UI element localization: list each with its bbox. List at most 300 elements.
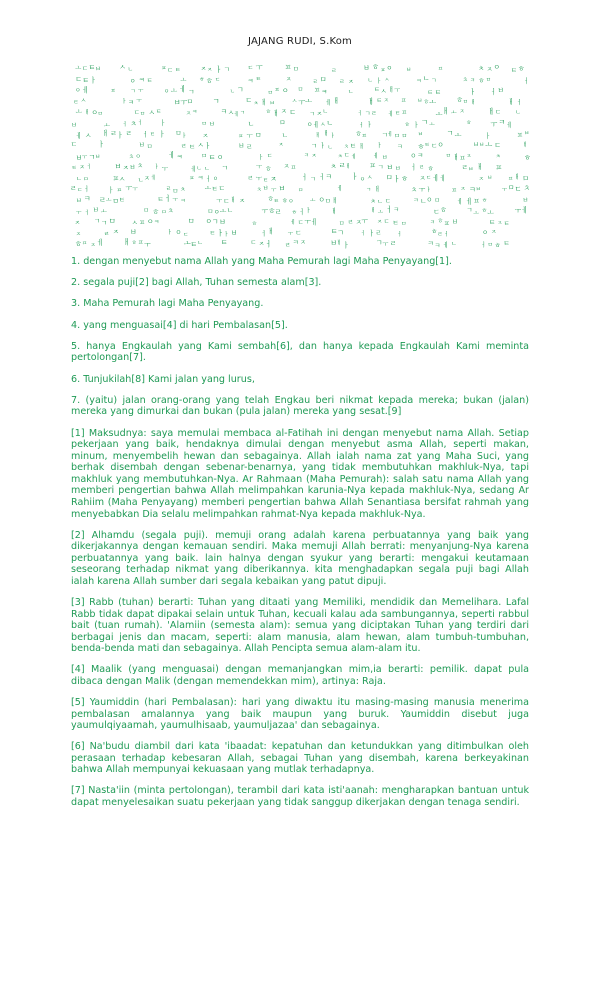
arabic-glyph-mark: ㅍ [284, 62, 292, 72]
arabic-glyph-mark: ㅓ [385, 205, 393, 215]
arabic-glyph-mark: ㅅ [366, 174, 373, 182]
arabic-glyph-mark: ㄷ [494, 107, 502, 116]
arabic-glyph-mark: ㅎ [456, 95, 464, 105]
arabic-glyph-mark: ㄷ [70, 140, 78, 149]
arabic-glyph-mark: ㄷ [167, 67, 174, 75]
arabic-glyph-mark: ㄹ [165, 186, 172, 193]
arabic-glyph-mark: ㅍ [400, 97, 407, 105]
arabic-glyph-mark: ㅅ [119, 62, 127, 72]
arabic-glyph-mark: ㅏ [116, 131, 124, 140]
arabic-glyph-mark: ㅋ [197, 173, 204, 182]
arabic-glyph-mark: ㅈ [90, 242, 96, 249]
arabic-glyph-mark: ㅓ [360, 230, 366, 237]
arabic-glyph-mark: ㄱ [211, 217, 219, 226]
arabic-glyph-mark: ㅌ [434, 88, 442, 97]
arabic-glyph-mark: ㅎ [417, 142, 425, 151]
arabic-glyph-mark: ㅐ [374, 184, 381, 193]
arabic-glyph-mark: ㅁ [175, 129, 182, 138]
arabic-glyph-mark: ㄴ [451, 241, 457, 248]
arabic-glyph-mark: ㅋ [176, 152, 183, 161]
arabic-glyph-mark: ㅎ [355, 129, 362, 139]
arabic-glyph-mark: ㄴ [127, 66, 134, 73]
arabic-glyph-mark: ㅐ [260, 98, 267, 107]
arabic-glyph-mark: ㅈ [347, 77, 354, 86]
arabic-glyph-mark: ㅍ [369, 161, 377, 170]
arabic-glyph-mark: ㅋ [415, 78, 422, 86]
verse-6: 6. Tunjukilah[8] Kami jalan yang lurus, [71, 373, 255, 385]
arabic-glyph-mark: ㅂ [95, 66, 101, 73]
arabic-glyph-mark: ㄹ [98, 195, 107, 205]
arabic-glyph-mark: ㅊ [462, 77, 469, 85]
arabic-glyph-mark: ㅜ [136, 98, 142, 105]
arabic-glyph-mark: ㅔ [351, 154, 357, 161]
arabic-glyph-mark: ㄱ [375, 238, 383, 247]
arabic-glyph-mark: ㅂ [451, 217, 459, 226]
arabic-glyph-mark: ㄱ [430, 77, 437, 85]
arabic-glyph-mark: ㅗ [305, 96, 312, 106]
arabic-glyph-mark: ㄱ [309, 175, 316, 183]
page-header-author: JAJANG RUDI, S.Kom [248, 36, 352, 47]
arabic-glyph-mark: ㅌ [273, 197, 280, 205]
arabic-glyph-mark: ㅈ [185, 110, 192, 118]
arabic-glyph-mark: ㄹ [437, 232, 443, 239]
arabic-glyph-mark: ㅂ [173, 98, 181, 108]
arabic-glyph-mark: ㅁ [172, 186, 179, 195]
arabic-glyph-mark: ㄷ [383, 218, 390, 226]
arabic-glyph-mark: ㅌ [503, 239, 510, 248]
arabic-glyph-mark: ㅌ [118, 195, 126, 204]
arabic-glyph-mark: ㅋ [468, 185, 476, 194]
arabic-glyph-mark: ㅔ [465, 196, 473, 206]
arabic-glyph-mark: ㅌ [155, 108, 162, 116]
arabic-glyph-mark: ㅐ [314, 133, 321, 140]
arabic-glyph-mark: ㅍ [380, 67, 386, 74]
arabic-glyph-mark: ㅁ [146, 142, 153, 151]
arabic-glyph-mark: ㅇ [216, 153, 224, 162]
arabic-glyph-mark: ㅋ [417, 151, 424, 160]
arabic-glyph-mark: ㅎ [427, 164, 434, 173]
arabic-glyph-mark: ㅁ [507, 184, 515, 193]
arabic-glyph-mark: ㄱ [364, 110, 371, 118]
arabic-glyph-mark: ㅈ [258, 239, 265, 248]
arabic-glyph-mark: ㅔ [439, 174, 446, 183]
arabic-glyph-mark: ㅈ [112, 227, 120, 236]
arabic-glyph-mark: ㄷ [77, 187, 83, 194]
arabic-glyph-mark: ㅋ [413, 197, 419, 204]
arabic-glyph-mark: ㅇ [288, 198, 294, 205]
arabic-glyph-mark: ㅈ [143, 174, 151, 183]
arabic-glyph-mark: ㄹ [103, 231, 110, 239]
arabic-glyph-mark: ㅂ [405, 67, 412, 74]
arabic-glyph-mark: ㅗ [180, 76, 187, 84]
arabic-glyph-mark: ㄴ [247, 118, 255, 128]
arabic-glyph-mark: ㅁ [267, 90, 274, 97]
arabic-glyph-mark: ㄷ [343, 151, 350, 160]
arabic-glyph-mark: ㅗ [377, 209, 384, 216]
arabic-glyph-mark: ㅂ [522, 196, 529, 204]
arabic-glyph-mark: ㅐ [388, 86, 395, 94]
arabic-glyph-mark: ㄱ [88, 152, 96, 162]
arabic-glyph-mark: ㅋ [469, 78, 476, 84]
arabic-glyph-mark: ㅁ [292, 66, 299, 74]
arabic-glyph-mark: ㄹ [347, 218, 354, 227]
arabic-glyph-mark: ㅐ [123, 237, 131, 247]
arabic-glyph-mark: ㅐ [470, 100, 477, 107]
arabic-glyph-mark: ㅜ [501, 187, 508, 194]
arabic-glyph-mark: ㅋ [393, 205, 400, 214]
arabic-glyph-mark: ㅗ [435, 109, 443, 119]
arabic-glyph-mark: ㅂ [262, 184, 269, 192]
arabic-glyph-mark: ㅔ [96, 237, 104, 247]
arabic-glyph-mark: ㄷ [494, 141, 502, 151]
verse-3: 3. Maha Pemurah lagi Maha Penyayang. [71, 298, 264, 310]
arabic-glyph-mark: ㅊ [130, 119, 137, 129]
arabic-glyph-mark: ㅓ [122, 122, 128, 129]
arabic-glyph-mark: ㄱ [446, 128, 454, 138]
arabic-glyph-mark: ㅅ [384, 77, 390, 84]
arabic-glyph-mark: ㅁ [394, 133, 400, 141]
arabic-glyph-mark: ㅂ [138, 141, 145, 149]
arabic-glyph-mark: ㅜ [161, 164, 168, 173]
arabic-glyph-mark: ㅍ [459, 153, 466, 162]
arabic-glyph-mark: ㅗ [429, 122, 435, 128]
arabic-glyph-mark: ㅌ [220, 237, 228, 247]
verse-2: 2. segala puji[2] bagi Allah, Tuhan semesta alam[3]. [71, 277, 322, 289]
arabic-glyph-mark: ㅂ [363, 63, 370, 72]
arabic-glyph-mark: ㅏ [469, 88, 476, 97]
arabic-glyph-mark: ㅈ [202, 132, 209, 140]
arabic-glyph-mark: ㅐ [522, 142, 528, 149]
arabic-glyph-mark: ㄱ [100, 219, 108, 228]
arabic-glyph-mark: ㅎ [267, 195, 275, 204]
arabic-glyph-mark: ㄹ [274, 207, 282, 217]
arabic-glyph-mark: ㅂ [129, 227, 137, 237]
arabic-glyph-mark: ㄷ [214, 77, 221, 84]
arabic-glyph-mark: ㅁ [187, 216, 195, 226]
arabic-glyph-mark: ㅂ [394, 165, 401, 173]
arabic-glyph-mark: ㅜ [256, 164, 263, 172]
arabic-glyph-mark: ㄴ [422, 73, 430, 83]
arabic-glyph-mark: ㅊ [128, 154, 135, 162]
arabic-glyph-mark: ㅍ [451, 186, 458, 194]
arabic-glyph-mark: ㅂ [417, 98, 423, 105]
arabic-glyph-mark: ㅍ [443, 219, 451, 228]
arabic-glyph-mark: ㅓ [523, 78, 530, 86]
arabic-glyph-mark: ㅓ [265, 239, 273, 249]
arabic-glyph-mark: ㅁ [434, 197, 441, 205]
arabic-glyph-mark: ㅌ [157, 195, 164, 204]
arabic-glyph-mark: ㄹ [125, 129, 133, 138]
arabic-glyph-mark: ㅈ [311, 153, 317, 160]
arabic-glyph-mark: ㅓ [410, 163, 417, 172]
arabic-glyph-mark: ㅂ [381, 154, 388, 162]
arabic-glyph-mark: ㅏ [158, 130, 166, 139]
arabic-glyph-mark: ㅓ [318, 172, 326, 182]
arabic-glyph-mark: ㅎ [265, 109, 272, 116]
arabic-glyph-mark: ㅁ [401, 221, 407, 228]
arabic-glyph-mark: ㄷ [75, 74, 83, 84]
arabic-glyph-mark: ㅎ [199, 76, 205, 83]
arabic-glyph-mark: ㅏ [216, 228, 224, 238]
arabic-glyph-mark: ㅎ [523, 152, 531, 162]
arabic-glyph-mark: ㅁ [338, 220, 345, 228]
arabic-glyph-mark: ㅐ [345, 164, 351, 171]
arabic-glyph-mark: ㅎ [423, 98, 430, 106]
arabic-glyph-mark: ㄴ [367, 77, 374, 84]
arabic-glyph-mark: ㅈ [285, 74, 292, 83]
arabic-glyph-mark: ㅗ [103, 121, 110, 129]
arabic-glyph-mark: ㅇ [75, 88, 81, 94]
arabic-glyphs-graphic [68, 64, 530, 250]
arabic-glyph-mark: ㅁ [401, 132, 408, 140]
arabic-glyph-mark: ㅂ [487, 175, 493, 182]
arabic-glyph-mark: ㅐ [452, 153, 460, 162]
arabic-glyph-mark: ㅁ [112, 196, 120, 206]
arabic-glyph-mark: ㅈ [299, 238, 307, 247]
arabic-glyph-mark: ㅔ [387, 110, 394, 118]
arabic-glyph-mark: ㅅ [131, 219, 138, 228]
arabic-glyph-mark: ㅐ [331, 196, 338, 205]
arabic-glyph-mark: ㅏ [159, 119, 166, 128]
arabic-glyph-mark: ㅂ [75, 197, 82, 205]
arabic-glyph-mark: ㅌ [209, 228, 216, 237]
arabic-glyph-mark: ㅎ [74, 239, 82, 249]
arabic-glyph-mark: ㅐ [367, 97, 375, 106]
arabic-glyph-mark: ㅇ [306, 121, 313, 129]
arabic-glyph-mark: ㅎ [281, 196, 288, 205]
arabic-glyph-mark: ㅂ [129, 163, 136, 172]
arabic-glyph-mark: ㅜ [361, 217, 368, 226]
arabic-glyph-mark: ㅍ [401, 109, 408, 117]
arabic-glyph-mark: ㅈ [238, 196, 246, 205]
arabic-glyph-mark: ㅌ [427, 88, 434, 97]
verse-7: 7. (yaitu) jalan orang-orang yang telah Engkau beri nikmat kepada mereka; bukan (jalan) mereka yang dimurkai dan bukan (pula jalan) mereka yang sesat.[9] [71, 394, 529, 418]
arabic-glyph-mark: ㅎ [205, 76, 213, 86]
arabic-glyph-mark: ㅏ [223, 231, 229, 238]
footnote-1: [1] Maksudnya: saya memulai membaca al-Fatihah ini dengan menyebut nama Allah. Setiap pekerjaan yang baik, hendaknya dimulai dengan menyebut asma Allah, seperti makan, minum, menyembelih hewan dan sebagainya. Allah ialah nama zat yang Maha Suci, yang berhak disembah dengan sebenar-benarnya, yang tidak membutuhkan makhluk-Nya, tapi makhluk yang membutuhkan-Nya. Ar Rahmaan (Maha Pemurah): salah satu nama Allah yang memberi pengertian bahwa Allah melimpahkan karunia-Nya kepada makhluk-Nya, sedang Ar Rahiim (Maha Penyayang) memberi pengertian bahwa Allah Senantiasa bersifat rahmah yang menyebabkan Dia selalu melimpahkan rahmat-Nya kepada makhluk-Nya. [71, 427, 529, 520]
arabic-glyph-mark: ㄹ [312, 79, 318, 86]
arabic-glyph-mark: ㅌ [394, 111, 401, 117]
arabic-glyph-mark: ㄱ [381, 130, 388, 139]
arabic-glyph-mark: ㅗ [105, 197, 112, 204]
arabic-glyph-mark: ㅁ [297, 86, 304, 94]
arabic-glyph-mark: ㄱ [421, 117, 429, 127]
arabic-glyph-mark: ㅂ [497, 86, 505, 95]
arabic-glyph-mark: ㅜ [144, 240, 151, 249]
arabic-glyph-mark: ㅓ [205, 175, 212, 184]
arabic-glyph-mark: ㅌ [73, 100, 79, 107]
arabic-glyph-mark: ㅜ [490, 120, 498, 130]
footnote-2: [2] Alhamdu (segala puji). memuji orang adalah karena perbuatannya yang baik yang dikerjakannya dengan kemauan sendiri. Maka memuji Allah berrati: menyanjung-Nya karena perbuatannya yang baik. lain halnya dengan syukur yang berarti: mengakui keutamaan seseorang terhadap nikmat yang diberikannya. kita menghadapkan segala puji bagi Allah ialah karena Allah sumber dari segala kebaikan yang patut dipuji. [71, 529, 529, 588]
arabic-glyph-mark: ㄷ [289, 108, 297, 117]
arabic-glyph-mark: ㅓ [298, 208, 306, 216]
arabic-glyph-mark: ㅐ [230, 197, 236, 205]
arabic-glyph-mark: ㄴ [76, 176, 82, 183]
arabic-glyph-mark: ㄱ [236, 85, 244, 95]
arabic-glyph-mark: ㄱ [93, 216, 101, 225]
arabic-glyph-mark: ㄷ [133, 108, 140, 117]
arabic-glyph-mark: ㅂ [114, 162, 122, 172]
arabic-glyph-mark: ㅈ [78, 162, 86, 171]
arabic-glyph-mark: ㅂ [230, 228, 238, 238]
arabic-glyph-mark: ㅎ [481, 198, 488, 205]
arabic-glyph-mark: ㅗ [450, 109, 457, 117]
arabic-glyph-mark: ㅁ [279, 118, 286, 127]
arabic-glyph-mark: ㅅ [197, 140, 205, 150]
arabic-glyph-mark: ㄱ [223, 65, 230, 74]
arabic-glyph-mark: ㅁ [186, 97, 194, 106]
arabic-glyph-mark: ㄱ [239, 110, 246, 117]
arabic-glyph-mark: ㅋ [138, 76, 145, 84]
arabic-glyph-mark: ㅌ [188, 143, 196, 151]
arabic-glyph-mark: ㅋ [292, 238, 299, 247]
arabic-glyph-mark: ㅅ [227, 108, 235, 118]
arabic-glyph-mark: ㅍ [116, 187, 123, 194]
arabic-glyph-mark: ㅁ [83, 177, 89, 184]
arabic-glyph-mark: ㅎ [481, 207, 488, 215]
arabic-glyph-mark: ㅏ [257, 154, 264, 162]
arabic-glyph-mark: ㅁ [255, 131, 262, 140]
footnote-7: [7] Nasta'iin (minta pertolongan), terambil dari kata isti'aanah: mengharapkan bantuan untuk dapat menyelesaikan suatu pekerjaan yang tidak sanggup dikerjakan dengan tenaga sendiri. [71, 785, 529, 808]
arabic-glyph-mark: ㅓ [396, 231, 403, 238]
arabic-glyph-mark: ㅔ [521, 205, 529, 215]
arabic-glyph-mark: ㅓ [443, 232, 450, 239]
arabic-glyph-mark: ㅇ [482, 228, 489, 237]
arabic-glyph-mark: ㅋ [321, 87, 328, 96]
arabic-glyph-mark: ㅈ [74, 219, 81, 227]
arabic-glyph-mark: ㅁ [143, 207, 150, 215]
arabic-glyph-mark: ㅏ [107, 186, 115, 195]
arabic-glyph-mark: ㅔ [310, 217, 318, 227]
arabic-glyph-mark: ㄴ [327, 144, 334, 151]
arabic-glyph-mark: ㅎ [517, 64, 525, 73]
arabic-glyph-mark: ㅇ [135, 153, 141, 161]
arabic-glyph-mark: ㅎ [404, 122, 411, 129]
arabic-glyph-mark: ㅈ [283, 162, 290, 171]
footnote-4: [4] Maalik (yang menguasai) dengan memanjangkan mim,ia berarti: pemilik. dapat pula dibaca dengan Malik (dengan memendekkan mim), artinya: Raja. [71, 664, 529, 687]
arabic-glyph-mark: ㅈ [280, 107, 288, 116]
arabic-glyph-mark: ㅍ [437, 66, 444, 73]
arabic-glyph-mark: ㅜ [298, 97, 306, 107]
arabic-glyph-mark: ㅂ [92, 205, 99, 214]
arabic-glyph-mark: ㅍ [238, 133, 244, 140]
verse-1: 1. dengan menyebut nama Allah yang Maha Pemurah lagi Maha Penyayang[1]. [71, 256, 452, 267]
arabic-glyph-mark: ㅂ [238, 141, 245, 150]
arabic-glyph-mark: ㅂ [468, 166, 474, 173]
arabic-glyph-mark: ㅜ [270, 187, 277, 194]
arabic-glyph-mark: ㅋ [153, 219, 160, 227]
arabic-glyph-mark: ㅜ [514, 206, 522, 215]
arabic-glyph-mark: ㅂ [475, 187, 481, 194]
arabic-glyph-mark: ㅗ [100, 208, 107, 216]
arabic-glyph-mark: ㅐ [332, 97, 340, 106]
arabic-glyph-mark: ㅇ [437, 141, 444, 149]
arabic-glyph-mark: ㄱ [309, 111, 316, 119]
arabic-glyph-mark: ㅌ [208, 152, 216, 162]
arabic-glyph-mark: ㅌ [373, 85, 380, 94]
arabic-glyph-mark: ㄷ [247, 65, 254, 72]
arabic-glyph-mark: ㅌ [174, 67, 181, 75]
arabic-glyph-mark: ㅏ [204, 141, 212, 150]
arabic-glyph-mark: ㅂ [417, 131, 423, 138]
arabic-glyph-mark: ㅊ [256, 187, 263, 194]
arabic-glyph-mark: ㄴ [515, 110, 521, 117]
arabic-glyph-mark: ㅌ [211, 185, 218, 194]
arabic-glyph-mark: ㅂ [208, 120, 215, 128]
arabic-glyph-mark: ㄹ [338, 161, 346, 170]
arabic-glyph-mark: ㅐ [84, 109, 90, 116]
arabic-glyph-mark: ㄹ [461, 163, 469, 172]
arabic-glyph-mark: ㅈ [355, 218, 363, 227]
arabic-glyph-mark: ㅇ [493, 62, 501, 72]
arabic-glyph-mark: ㅓ [301, 173, 309, 182]
arabic-glyph-mark: ㅏ [413, 122, 420, 130]
arabic-glyph-mark: ㅓ [490, 88, 497, 96]
arabic-glyph-mark: ㅐ [272, 109, 280, 118]
arabic-glyph-mark: ㅎ [131, 240, 137, 247]
arabic-glyph-mark: ㅐ [330, 206, 338, 215]
arabic-glyph-mark: ㅔ [75, 131, 82, 140]
arabic-glyph-mark: ㅂ [71, 121, 78, 129]
arabic-glyph-mark: ㅅ [380, 87, 387, 96]
arabic-glyph-mark: ㅜ [125, 183, 133, 193]
arabic-glyph-mark: ㅌ [503, 219, 510, 228]
arabic-glyph-mark: ㅈ [478, 175, 485, 183]
arabic-glyph-mark: ㅏ [181, 133, 188, 140]
arabic-glyph-mark: ㅔ [373, 153, 379, 161]
arabic-glyph-mark: ㅏ [97, 140, 105, 149]
arabic-glyph-mark: ㅁ [324, 197, 332, 205]
arabic-glyph-mark: ㅍ [516, 131, 524, 140]
arabic-glyph-mark: ㅇ [129, 77, 136, 85]
arabic-glyph-mark: ㅅ [80, 96, 87, 105]
arabic-glyph-mark: ㅍ [274, 87, 281, 94]
arabic-glyph-mark: ㄱ [188, 87, 195, 96]
arabic-glyph-mark: ㅔ [290, 220, 296, 227]
arabic-glyph-mark: ㄹ [418, 165, 425, 171]
arabic-glyph-mark: ㄴ [326, 118, 334, 128]
arabic-glyph-mark: ㅔ [325, 98, 332, 107]
arabic-glyph-mark: ㄴ [204, 166, 210, 173]
arabic-glyph-mark: ㄱ [310, 142, 318, 151]
arabic-glyph-mark: ㅁ [298, 187, 304, 194]
arabic-glyph-mark: ㅜ [132, 187, 138, 194]
arabic-glyph-mark: ㅌ [190, 240, 198, 250]
arabic-verses-image [68, 64, 530, 250]
arabic-glyph-mark: ㅗ [309, 198, 316, 205]
arabic-glyph-mark: ㅅ [148, 108, 156, 118]
arabic-glyph-mark: ㅊ [369, 197, 377, 205]
arabic-glyph-mark: ㅅ [118, 174, 126, 184]
arabic-glyph-mark: ㅊ [179, 186, 186, 194]
arabic-glyph-mark: ㄹ [375, 229, 382, 237]
arabic-glyph-mark: ㄹ [339, 79, 345, 86]
arabic-glyph-mark: ㄷ [514, 184, 522, 194]
arabic-glyph-mark: ㅔ [432, 173, 440, 183]
arabic-glyph-mark: ㅓ [142, 130, 149, 139]
arabic-glyph-mark: ㅇ [318, 195, 326, 204]
arabic-glyph-mark: ㅊ [477, 64, 485, 73]
arabic-glyph-mark: ㄱ [377, 162, 384, 171]
arabic-glyph-mark: ㅈ [122, 163, 130, 173]
arabic-glyph-mark: ㅋ [429, 219, 436, 226]
arabic-glyph-mark: ㅋ [180, 198, 186, 205]
footnote-6: [6] Na'budu diambil dari kata 'ibaadat: kepatuhan dan ketundukkan yang ditimbulkan oleh perasaan terhadap kebesaran Allah, sebagai Tuhan yang disembah, karena berkeyakinan bahwa Allah mempunyai kekuasaan yang mutlak terhadapnya. [71, 741, 529, 776]
arabic-glyph-mark: ㅔ [233, 112, 240, 118]
arabic-glyph-mark: ㅁ [139, 111, 146, 118]
arabic-glyph-mark: ㅓ [83, 185, 90, 193]
arabic-glyph-mark: ㅊ [523, 183, 531, 193]
